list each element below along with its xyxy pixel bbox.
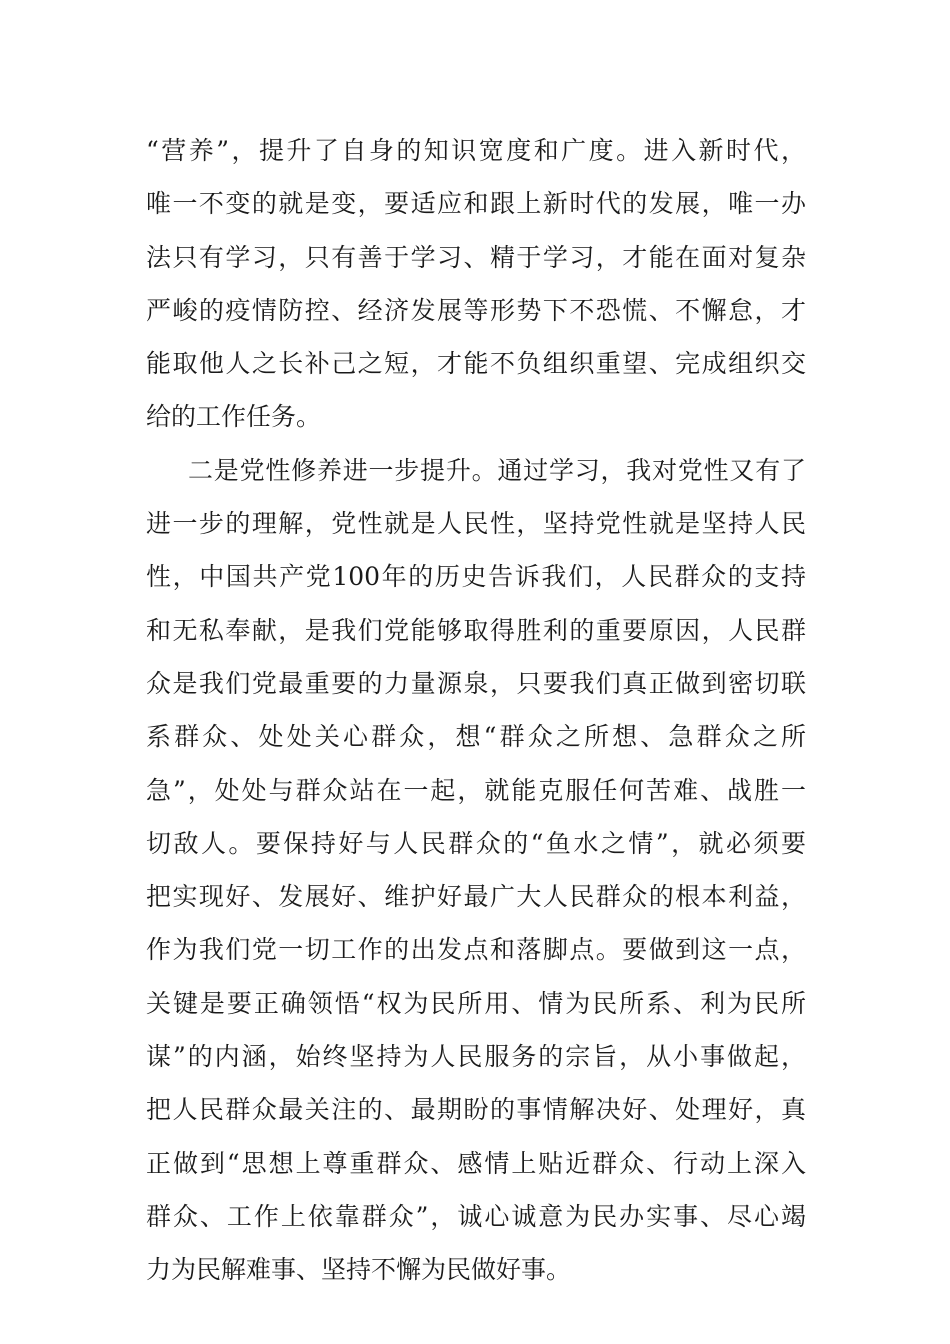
text-line: 把人民群众最关注的、最期盼的事情解决好、处理好，真: [146, 1095, 806, 1125]
text-line: 给的工作任务。: [146, 402, 322, 432]
text-line: 能取他人之长补己之短，才能不负组织重望、完成组织交: [146, 349, 806, 379]
text-line: 和无私奉献，是我们党能够取得胜利的重要原因，人民群: [146, 615, 806, 645]
text-line: 力为民解难事、坚持不懈为民做好事。: [146, 1255, 572, 1285]
text-line: 关键是要正确领悟“权为民所用、情为民所系、利为民所: [146, 988, 806, 1018]
text-line: 唯一不变的就是变，要适应和跟上新时代的发展，唯一办: [146, 189, 806, 219]
text-line: 急”，处处与群众站在一起，就能克服任何苦难、战胜一: [146, 775, 806, 805]
text-line: 切敌人。要保持好与人民群众的“鱼水之情”，就必须要: [146, 828, 806, 858]
text-line: 法只有学习，只有善于学习、精于学习，才能在面对复杂: [146, 242, 806, 272]
text-line: 系群众、处处关心群众，想“群众之所想、急群众之所: [146, 722, 806, 752]
text-line: 正做到“思想上尊重群众、感情上贴近群众、行动上深入: [146, 1148, 806, 1178]
text-line: 谋”的内涵，始终坚持为人民服务的宗旨，从小事做起，: [146, 1042, 806, 1072]
text-line: 作为我们党一切工作的出发点和落脚点。要做到这一点，: [146, 935, 806, 965]
text-line: 众是我们党最重要的力量源泉，只要我们真正做到密切联: [146, 668, 806, 698]
paragraph-first-line: 二是党性修养进一步提升。通过学习，我对党性又有了: [188, 455, 806, 485]
text-line: “营养”，提升了自身的知识宽度和广度。进入新时代，: [146, 136, 806, 165]
document-body: [146, 124, 806, 1297]
text-line: 群众、工作上依靠群众”，诚心诚意为民办实事、尽心竭: [146, 1201, 806, 1231]
text-line: 把实现好、发展好、维护好最广大人民群众的根本利益，: [146, 882, 806, 912]
text-line: 严峻的疫情防控、经济发展等形势下不恐慌、不懈怠，才: [146, 295, 806, 325]
text-line: 进一步的理解，党性就是人民性，坚持党性就是坚持人民: [146, 509, 806, 539]
text-line: 性，中国共产党100年的历史告诉我们，人民群众的支持: [146, 562, 806, 592]
